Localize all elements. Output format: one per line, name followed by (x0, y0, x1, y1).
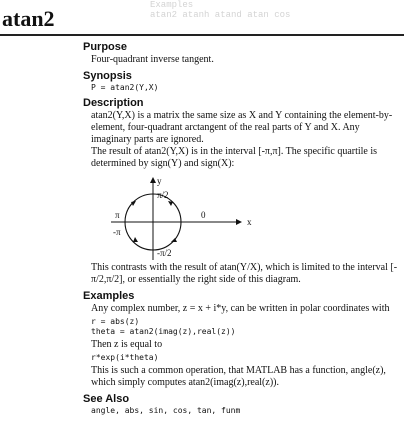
page-title: atan2 (2, 6, 55, 31)
examples-intro: Any complex number, z = x + i*y, can be written in polar coordinates with (91, 303, 390, 314)
purpose-text: Four-quadrant inverse tangent. (91, 54, 214, 65)
bleed-through-text: Examples atan2 atanh atand atan cos (150, 0, 291, 20)
circle-arrow (131, 201, 136, 206)
y-axis-label: y (157, 176, 162, 186)
x-axis-label: x (247, 217, 252, 227)
synopsis-code: P = atan2(Y,X) (91, 83, 159, 92)
examples-heading: Examples (83, 290, 135, 302)
examples-code-2: r*exp(i*theta) (91, 353, 159, 362)
contrast-paragraph: This contrasts with the result of atan(Y/X), which is limited to the interval [-π/2,π/2], or essentially the right side of this diagram. (91, 262, 398, 285)
label-pi: π (115, 210, 120, 220)
label-zero: 0 (201, 210, 206, 220)
circle-arrow (133, 237, 138, 242)
label-pi-over-2: π/2 (157, 190, 169, 200)
main-content (83, 41, 401, 416)
description-body (91, 110, 401, 170)
description-heading: Description (83, 97, 144, 109)
label-neg-pi-over-2: -π/2 (157, 248, 172, 258)
examples-outro: This is such a common operation, that MATLAB has a function, angle(z), which simply computes atan2(imag(z),real(z)). (91, 365, 386, 388)
quadrant-diagram (91, 172, 261, 262)
examples-code-1: r = abs(z) theta = atan2(imag(z),real(z)) (91, 317, 236, 336)
see-also-heading: See Also (83, 393, 130, 405)
title-rule (0, 34, 404, 36)
see-also-list: angle, abs, sin, cos, tan, funm (91, 406, 241, 415)
label-neg-pi: -π (113, 227, 121, 237)
description-paragraph-2: The result of atan2(Y,X) is in the interval [-π,π]. The specific quartile is determined by sign(Y) and sign(X): (91, 146, 378, 169)
examples-then: Then z is equal to (91, 339, 163, 350)
purpose-heading: Purpose (83, 41, 128, 53)
description-paragraph-1: atan2(Y,X) is a matrix the same size as X and Y containing the element-by-element, four-quadrant arctangent of the real parts of Y and X. Any imaginary parts are ignored. (91, 110, 393, 145)
synopsis-heading: Synopsis (83, 70, 132, 82)
